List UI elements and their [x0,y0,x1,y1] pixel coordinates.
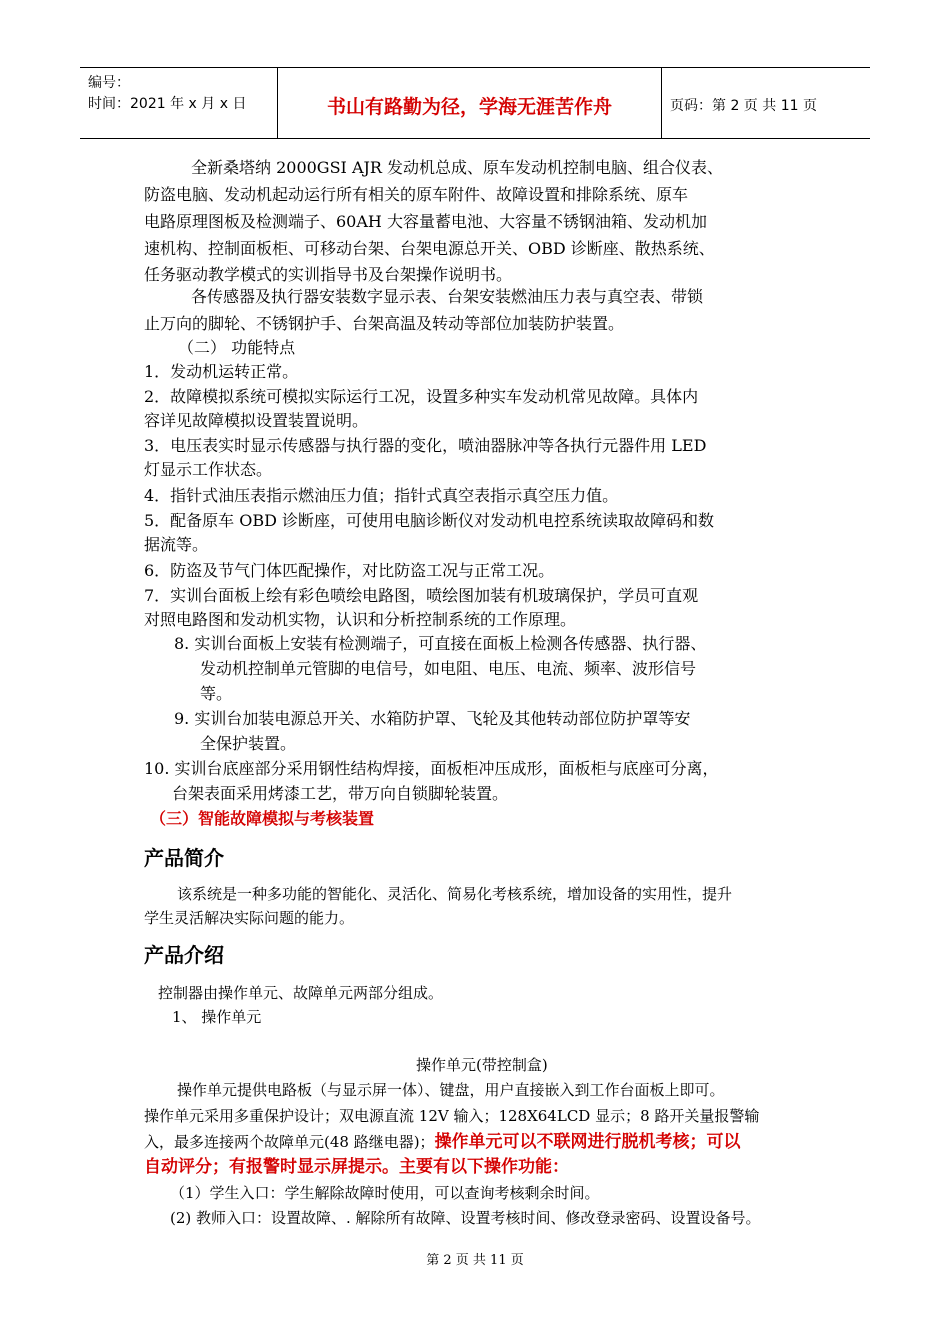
product-intro-heading: 产品简介 [144,846,224,870]
product-description-heading: 产品介绍 [144,943,224,967]
features-heading: （二） 功能特点 [178,338,296,357]
product-intro-line: 学生灵活解决实际问题的能力。 [144,909,355,927]
feature-line: 等。 [200,684,233,703]
feature-line: 据流等。 [144,535,209,554]
header-motto: 书山有路勤为径，学海无涯苦作舟 [326,96,612,118]
feature-line: 2．故障模拟系统可模拟实际运行工况，设置多种实车发动机常见故障。具体内 [144,387,699,406]
feature-line: 对照电路图和发动机实物，认识和分析控制系统的工作原理。 [144,610,577,629]
feature-line: 8. 实训台面板上安装有检测端子，可直接在面板上检测各传感器、执行器、 [174,634,707,653]
intro-p1-line: 速机构、控制面板柜、可移动台架、台架电源总开关、OBD 诊断座、散热系统、 [144,239,715,258]
desc-line [144,1131,741,1153]
intro-p2-line: 各传感器及执行器安装数字显示表、台架安装燃油压力表与真空表、带锁 [191,287,704,306]
header-motto-cell [278,68,662,138]
section3-title: （三）智能故障模拟与考核装置 [150,809,375,828]
feature-line: 1．发动机运转正常。 [144,362,299,381]
intro-p2-line: 止万向的脚轮、不锈钢护手、台架高温及转动等部位加装防护装置。 [144,314,625,333]
header-meta-cell [80,68,278,138]
header-date: 时间：2021 年 x 月 x 日 [88,96,247,112]
feature-line: 台架表面采用烤漆工艺，带万向自锁脚轮装置。 [172,784,509,803]
page-footer: 第 2 页 共 11 页 [426,1253,524,1268]
feature-line: 容详见故障模拟设置装置说明。 [144,411,369,430]
operation-student: （1）学生入口：学生解除故障时使用，可以查询考核剩余时间。 [170,1184,600,1202]
desc-line: 操作单元采用多重保护设计；双电源直流 12V 输入；128X64LCD 显示；8 路开关量报警输 [144,1107,760,1125]
header-page-cell [662,68,870,138]
feature-line: 灯显示工作状态。 [144,460,273,479]
feature-line: 4．指针式油压表指示燃油压力值；指针式真空表指示真空压力值。 [144,486,619,505]
feature-line: 发动机控制单元管脚的电信号，如电阻、电压、电流、频率、波形信号 [200,659,697,678]
intro-p1-line: 任务驱动教学模式的实训指导书及台架操作说明书。 [144,265,513,284]
desc-line-red: 操作单元可以不联网进行脱机考核；可以 [434,1132,741,1152]
desc-red-line: 自动评分；有报警时显示屏提示。主要有以下操作功能： [144,1157,569,1177]
item-operation-unit: 1、 操作单元 [172,1008,262,1026]
operation-teacher: (2) 教师入口：设置故障、. 解除所有故障、设置考核时间、修改登录密码、设置设备号。 [170,1209,761,1227]
desc-line-plain: 入，最多连接两个故障单元(48 路继电器)； [144,1133,435,1151]
intro-p1-line: 全新桑塔纳 2000GSI AJR 发动机总成、原车发动机控制电脑、组合仪表、 [191,158,724,177]
feature-line: 7．实训台面板上绘有彩色喷绘电路图，喷绘图加装有机玻璃保护，学员可直观 [144,586,699,605]
header-number: 编号： [88,75,130,91]
composition-line: 控制器由操作单元、故障单元两部分组成。 [158,984,444,1002]
intro-p1-line: 电路原理图板及检测端子、60AH 大容量蓄电池、大容量不锈钢油箱、发动机加 [144,212,707,231]
feature-line: 10. 实训台底座部分采用钢性结构焊接，面板柜冲压成形，面板柜与底座可分离， [144,759,719,778]
desc-line: 操作单元提供电路板（与显示屏一体）、键盘，用户直接嵌入到工作台面板上即可。 [177,1081,725,1099]
product-intro-line: 该系统是一种多功能的智能化、灵活化、简易化考核系统，增加设备的实用性，提升 [177,885,733,903]
figure-caption: 操作单元(带控制盒) [416,1056,548,1074]
page-header [80,67,870,139]
feature-line: 6．防盗及节气门体匹配操作，对比防盗工况与正常工况。 [144,561,555,580]
feature-line: 3．电压表实时显示传感器与执行器的变化，喷油器脉冲等各执行元器件用 LED [144,436,707,455]
intro-p1-line: 防盗电脑、发动机起动运行所有相关的原车附件、故障设置和排除系统、原车 [144,185,689,204]
feature-line: 全保护装置。 [200,734,297,753]
feature-line: 5．配备原车 OBD 诊断座，可使用电脑诊断仪对发动机电控系统读取故障码和数 [144,511,715,530]
header-page-info: 页码：第 2 页 共 11 页 [670,98,817,114]
feature-line: 9. 实训台加装电源总开关、水箱防护罩、飞轮及其他转动部位防护罩等安 [174,709,691,728]
